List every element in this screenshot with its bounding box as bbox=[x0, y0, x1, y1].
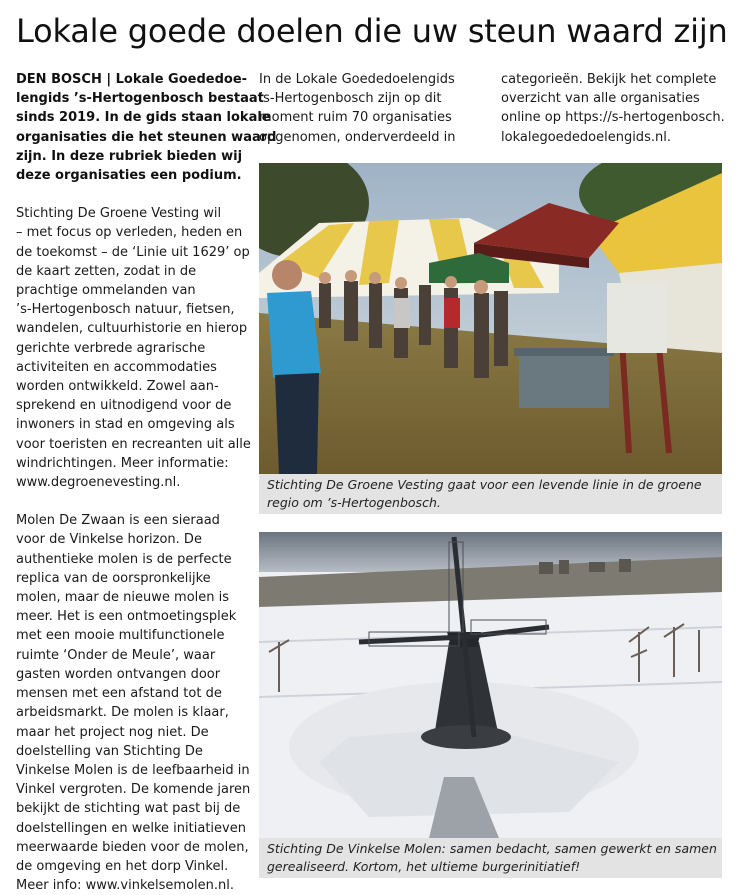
column-right bbox=[501, 70, 726, 147]
body-line: Vinkel vergroten. De komende jaren bbox=[16, 782, 251, 798]
body-line: gasten worden ontvangen door bbox=[16, 666, 221, 682]
body-line: www.degroenevesting.nl. bbox=[16, 475, 181, 491]
caption-line: regio om ’s-Hertogenbosch. bbox=[267, 495, 441, 510]
body-line: – met focus op verleden, heden en bbox=[16, 225, 243, 241]
body-line: inwoners in stad en omgeving als bbox=[16, 417, 235, 433]
body-line: activiteiten en accommodaties bbox=[16, 359, 217, 375]
body-line: meerwaarde bieden voor de molen, bbox=[16, 839, 249, 855]
gids-paragraph-part1 bbox=[259, 70, 484, 147]
body-line: doelstellingen en welke initiatieven bbox=[16, 820, 246, 836]
body-line: overzicht van alle organisaties bbox=[501, 91, 700, 107]
body-line: de toekomst – de ‘Linie uit 1629’ op bbox=[16, 244, 250, 260]
body-line: de omgeving en het dorp Vinkel. bbox=[16, 858, 229, 874]
groene-vesting-paragraph bbox=[16, 204, 251, 492]
body-line: categorieën. Bekijk het complete bbox=[501, 72, 717, 87]
caption-line: Stichting De Vinkelse Molen: samen bedacht, samen gewerkt en samen bbox=[267, 841, 717, 856]
body-line: Molen De Zwaan is een sieraad bbox=[16, 513, 220, 529]
vinkelse-molen-caption bbox=[259, 838, 722, 878]
body-line: bekijkt de stichting wat past bij de bbox=[16, 801, 241, 817]
body-line: windrichtingen. Meer informatie: bbox=[16, 455, 229, 471]
vinkelse-molen-photo bbox=[259, 532, 722, 838]
groene-vesting-caption bbox=[259, 474, 722, 514]
intro-line: deze organisaties een podium. bbox=[16, 168, 242, 184]
body-line: doelstelling van Stichting De bbox=[16, 743, 203, 759]
body-line: Vinkelse Molen is de leefbaarheid in bbox=[16, 762, 250, 778]
body-line: molen, maar de nieuwe molen is bbox=[16, 590, 230, 606]
caption-line: gerealiseerd. Kortom, het ultieme burgerinitiatief! bbox=[267, 859, 581, 874]
intro-line: organisaties die het steunen waard bbox=[16, 129, 277, 145]
body-line: replica van de oorspronkelijke bbox=[16, 570, 211, 586]
column-left bbox=[16, 70, 277, 895]
column-middle bbox=[259, 70, 484, 147]
body-line: Meer info: www.vinkelsemolen.nl. bbox=[16, 878, 234, 894]
gids-paragraph-part2 bbox=[501, 70, 726, 147]
body-line: maar het project nog niet. De bbox=[16, 724, 209, 740]
body-line: de kaart zetten, zodat in de bbox=[16, 263, 197, 279]
body-line: ruimte ‘Onder de Meule’, waar bbox=[16, 647, 216, 663]
body-line: meer. Het is een ontmoetingsplek bbox=[16, 609, 237, 625]
body-line: moment ruim 70 organisaties bbox=[259, 110, 452, 126]
molen-paragraph bbox=[16, 511, 251, 895]
body-line: voor toeristen en recreanten uit alle bbox=[16, 436, 251, 452]
body-line: prachtige ommelanden van bbox=[16, 283, 196, 299]
body-line: authentieke molen is de perfecte bbox=[16, 551, 232, 567]
body-line: online op https://s-hertogenbosch. bbox=[501, 110, 725, 126]
body-line: sprekend en uitnodigend voor de bbox=[16, 398, 232, 414]
article-title: Lokale goede doelen die uw steun waard zijn bbox=[16, 12, 728, 50]
body-line: mensen met een afstand tot de bbox=[16, 686, 222, 702]
body-line: worden ontwikkeld. Zowel aan- bbox=[16, 379, 219, 395]
body-line: opgenomen, onderverdeeld in bbox=[259, 129, 456, 145]
body-line: lokalegoededoelengids.nl. bbox=[501, 129, 671, 145]
body-line: met een mooie multifunctionele bbox=[16, 628, 225, 644]
body-line: Stichting De Groene Vesting wil bbox=[16, 206, 222, 222]
body-line: gerichte verbrede agrarische bbox=[16, 340, 206, 356]
intro-line: sinds 2019. In de gids staan lokale bbox=[16, 110, 271, 126]
body-line: wandelen, cultuurhistorie en hierop bbox=[16, 321, 248, 337]
body-line: In de Lokale Goededoelengids bbox=[259, 72, 455, 87]
intro-paragraph bbox=[16, 70, 277, 185]
caption-line: Stichting De Groene Vesting gaat voor een levende linie in de groene bbox=[267, 477, 702, 492]
body-line: ’s-Hertogenbosch zijn op dit bbox=[259, 91, 442, 107]
body-line: arbeidsmarkt. De molen is klaar, bbox=[16, 705, 229, 721]
body-line: voor de Vinkelse horizon. De bbox=[16, 532, 202, 548]
groene-vesting-photo bbox=[259, 163, 722, 474]
intro-line: DEN BOSCH | Lokale Goededoe- bbox=[16, 72, 248, 87]
body-line: ’s-Hertogenbosch natuur, fietsen, bbox=[16, 302, 235, 318]
intro-line: lengids ’s-Hertogenbosch bestaat bbox=[16, 91, 264, 107]
intro-line: zijn. In deze rubriek bieden wij bbox=[16, 148, 243, 164]
